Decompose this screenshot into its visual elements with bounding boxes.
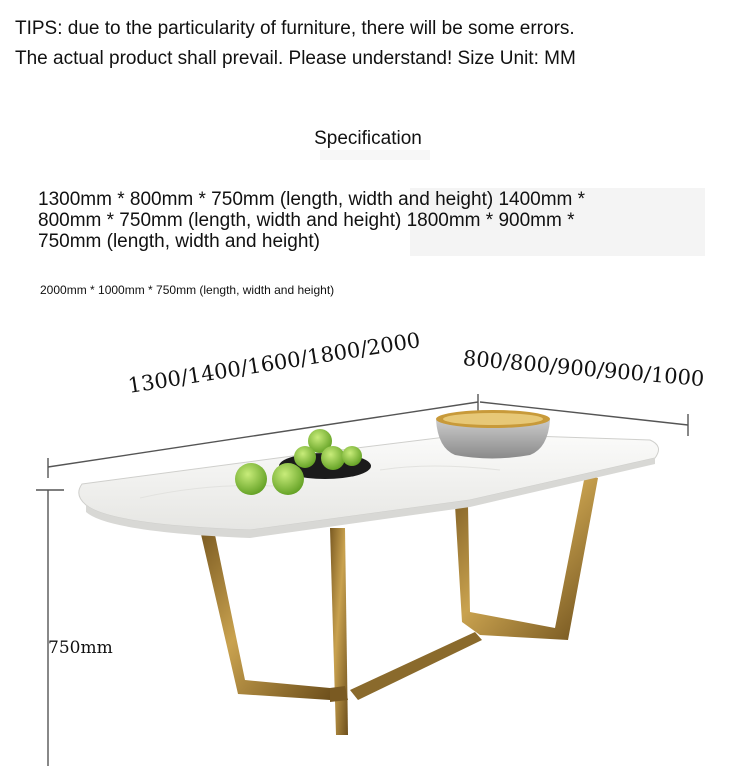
apple <box>272 463 304 495</box>
tips-text <box>15 14 576 74</box>
spec-line-1: 1300mm * 800mm * 750mm (length, width and height) 1400mm * <box>38 189 586 210</box>
length-dimension-label: 1300/1400/1600/1800/2000 <box>126 328 422 398</box>
height-dimension-label: 750mm <box>48 638 113 658</box>
specification-lines <box>38 189 585 252</box>
ghost-block <box>320 150 430 160</box>
apple <box>235 463 267 495</box>
table-illustration <box>0 330 750 766</box>
width-dimension-label: 800/800/900/900/1000 <box>462 346 706 392</box>
tips-line-1: TIPS: due to the particularity of furniture, there will be some errors. <box>15 18 575 39</box>
decorative-bowl <box>436 410 550 459</box>
spec-line-3: 750mm (length, width and height) <box>38 231 320 252</box>
spec-line-2: 800mm * 750mm (length, width and height) 1800mm * 900mm * <box>38 210 575 231</box>
spec-small-line: 2000mm * 1000mm * 750mm (length, width and height) <box>40 283 335 297</box>
tips-line-2: The actual product shall prevail. Please understand! Size Unit: MM <box>15 48 576 69</box>
specification-title: Specification <box>314 128 422 149</box>
